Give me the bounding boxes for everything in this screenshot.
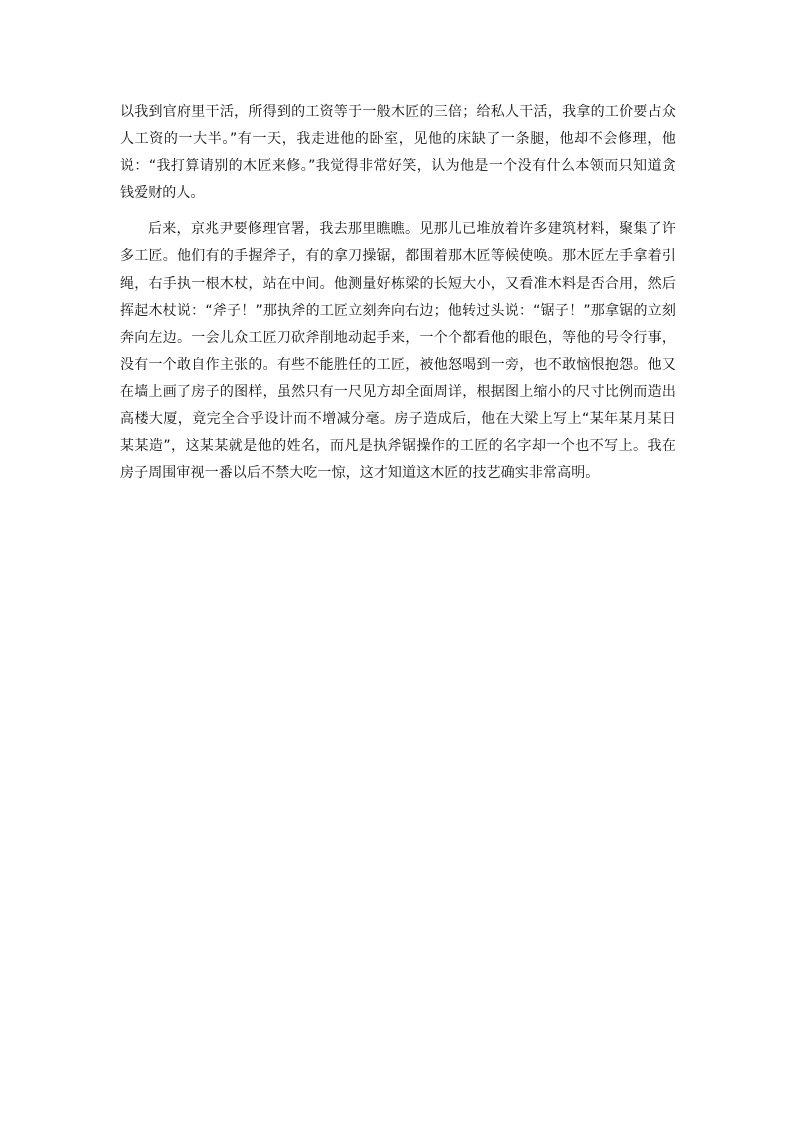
- paragraph-1: 以我到官府里干活，所得到的工资等于一般木匠的三倍；给私人干活，我拿的工价要占众人工资的一大半。”有一天，我走进他的卧室，见他的床缺了一条腿，他却不会修理，他说：“我打算请别的木匠来修。”我觉得非常好笑，认为他是一个没有什么本领而只知道贪钱爱财的人。: [120, 104, 676, 202]
- document-body: [120, 99, 676, 487]
- paragraph-2: 后来，京兆尹要修理官署，我去那里瞧瞧。见那儿已堆放着许多建筑材料，聚集了许多工匠。他们有的手握斧子，有的拿刀操锯，都围着那木匠等候使唤。那木匠左手拿着引绳，右手执一根木杖，站在中间。他测量好栋梁的长短大小，又看准木料是否合用，然后挥起木杖说：“斧子！”那执斧的工匠立刻奔向右边；他转过头说：“锯子！”那拿锯的立刻奔向左边。一会儿众工匠刀砍斧削地动起手来，一个个都看他的眼色，等他的号令行事，没有一个敢自作主张的。有些不能胜任的工匠，被他怒喝到一旁，也不敢恼恨抱怨。他又在墙上画了房子的图样，虽然只有一尺见方却全面周详，根据图上缩小的尺寸比例而造出高楼大厦，竟完全合乎设计而不增减分毫。房子造成后，他在大梁上写上“某年某月某日某某造”，这某某就是他的姓名，而凡是执斧锯操作的工匠的名字却一个也不写上。我在房子周围审视一番以后不禁大吃一惊，这才知道这木匠的技艺确实非常高明。: [120, 221, 676, 482]
